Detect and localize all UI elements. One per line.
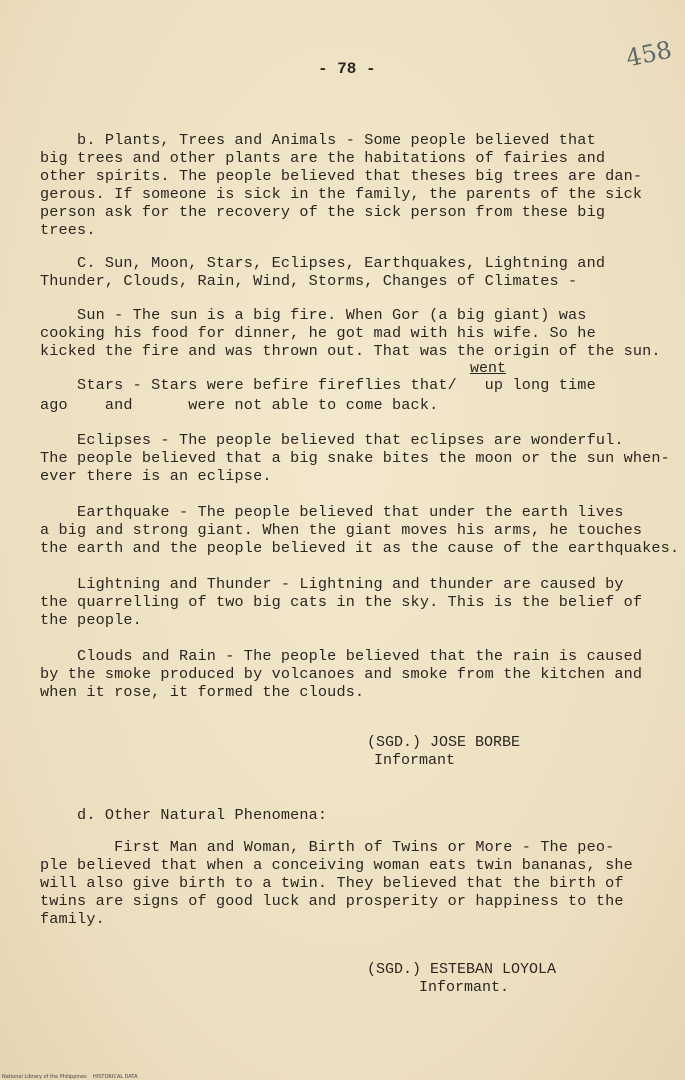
paragraph-line: cooking his food for dinner, he got mad with his wife. So he xyxy=(40,324,596,342)
paragraph-line: big trees and other plants are the habitations of fairies and xyxy=(40,149,606,167)
archive-footer: National Library of the Philippines HISTORICAL DATA xyxy=(2,1074,138,1080)
section-heading-line: C. Sun, Moon, Stars, Eclipses, Earthquakes, Lightning and xyxy=(40,254,606,272)
section-heading-line: d. Other Natural Phenomena: xyxy=(40,806,328,824)
paragraph-line: person ask for the recovery of the sick person from these big xyxy=(40,203,606,221)
paragraph-line: gerous. If someone is sick in the family, the parents of the sick xyxy=(40,185,643,203)
signature-name: (SGD.) ESTEBAN LOYOLA xyxy=(367,961,557,978)
signature-role: Informant. xyxy=(419,979,510,996)
paragraph-line: the earth and the people believed it as the cause of the earthquakes. xyxy=(40,539,680,557)
paragraph-line: will also give birth to a twin. They believed that the birth of xyxy=(40,874,624,892)
paragraph-line: Clouds and Rain - The people believed that the rain is caused xyxy=(40,647,643,665)
paragraph-line: by the smoke produced by volcanoes and smoke from the kitchen and xyxy=(40,665,643,683)
signature-name: (SGD.) JOSE BORBE xyxy=(367,734,521,751)
paragraph-line: family. xyxy=(40,910,105,928)
paragraph-line: when it rose, it formed the clouds. xyxy=(40,683,365,701)
paragraph-line: Earthquake - The people believed that under the earth lives xyxy=(40,503,624,521)
paragraph-line: the quarrelling of two big cats in the sky. This is the belief of xyxy=(40,593,643,611)
paragraph-line: Sun - The sun is a big fire. When Gor (a big giant) was xyxy=(40,306,587,324)
paragraph-line: ago and were not able to come back. xyxy=(40,396,439,414)
paragraph-line: ever there is an eclipse. xyxy=(40,467,272,485)
page-number: - 78 - xyxy=(318,60,376,78)
paragraph-line: a big and strong giant. When the giant moves his arms, he touches xyxy=(40,521,643,539)
signature-role: Informant xyxy=(374,752,456,769)
paragraph-line: the people. xyxy=(40,611,142,629)
paragraph-line: Eclipses - The people believed that eclipses are wonderful. xyxy=(40,431,624,449)
paragraph-line: twins are signs of good luck and prosperity or happiness to the xyxy=(40,892,624,910)
paragraph-line: First Man and Woman, Birth of Twins or More - The peo- xyxy=(40,838,615,856)
inserted-word: went xyxy=(470,360,507,377)
paragraph-line: kicked the fire and was thrown out. That was the origin of the sun. xyxy=(40,342,661,360)
handwritten-page-number: 458 xyxy=(623,35,675,73)
paragraph-line: ple believed that when a conceiving woman eats twin bananas, she xyxy=(40,856,633,874)
paragraph-line: b. Plants, Trees and Animals - Some people believed that xyxy=(40,131,596,149)
paragraph-line: other spirits. The people believed that theses big trees are dan- xyxy=(40,167,643,185)
section-heading-line: Thunder, Clouds, Rain, Wind, Storms, Changes of Climates - xyxy=(40,272,578,290)
paragraph-line: trees. xyxy=(40,221,96,239)
paragraph-line: Lightning and Thunder - Lightning and thunder are caused by xyxy=(40,575,624,593)
paragraph-line: The people believed that a big snake bites the moon or the sun when- xyxy=(40,449,670,467)
paragraph-line: Stars - Stars were befire fireflies that/ up long time xyxy=(40,376,596,394)
